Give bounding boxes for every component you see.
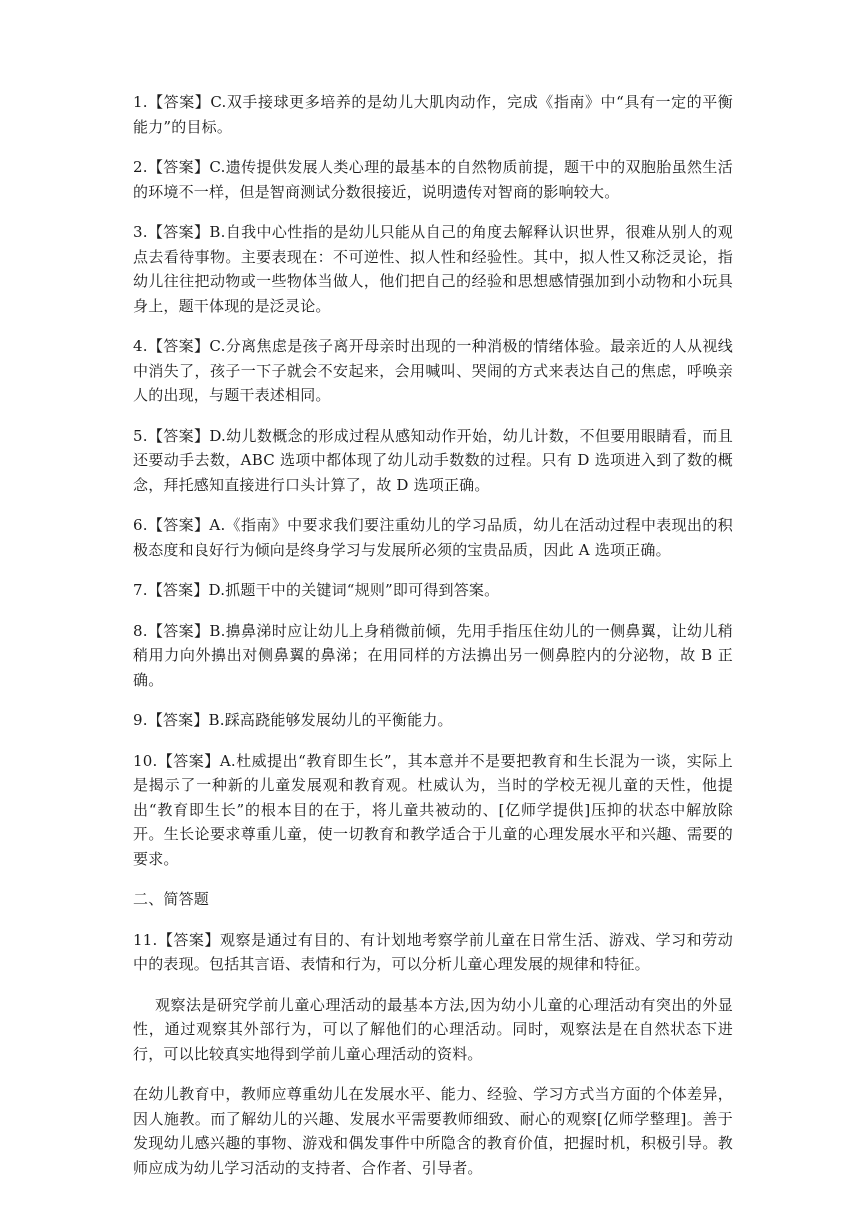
- answer-tag: 【答案】: [147, 158, 210, 176]
- answer-tag: 【答案】: [147, 516, 210, 534]
- answer-number: 2.: [133, 158, 148, 176]
- answer-item: [133, 513, 733, 562]
- answer-item: [133, 220, 733, 318]
- answer-paragraph: 观察法是研究学前儿童心理活动的最基本方法,因为幼小儿童的心理活动有突出的外显性，通过观察其外部行为，可以了解他们的心理活动。同时，观察法是在自然状态下进行，可以比较真实地得到学前儿童心理活动的资料。: [133, 995, 733, 1063]
- answer-text: D.幼儿数概念的形成过程从感知动作开始，幼儿计数，不但要用眼睛看，而且还要动手去数，ABC 选项中都体现了幼儿动手数数的过程。只有 D 选项进入到了数的概念，拜托感知直接进行口头计算了，故 D 选项正确。: [133, 426, 733, 494]
- answer-item: [133, 749, 733, 872]
- answer-item: [133, 708, 733, 733]
- answer-tag: 【答案】: [147, 93, 211, 111]
- document-page: [133, 90, 733, 1196]
- answer-number: 4.: [133, 337, 148, 355]
- answer-text: B.自我中心性指的是幼儿只能从自己的角度去解释认识世界，很难从别人的观点去看待事物。主要表现在：不可逆性、拟人性和经验性。其中，拟人性又称泛灵论，指幼儿往往把动物或一些物体当做人，他们把自己的经验和思想感情强加到小动物和小玩具身上，题干体现的是泛灵论。: [133, 223, 733, 315]
- section-heading: 二、简答题: [133, 890, 210, 908]
- answer-text: 观察是通过有目的、有计划地考察学前儿童在日常生活、游戏、学习和劳动中的表现。包括其言语、表情和行为，可以分析儿童心理发展的规律和特征。: [133, 930, 733, 973]
- answer-tag: 【答案】: [147, 337, 210, 355]
- answer-tag: 【答案】: [147, 426, 210, 445]
- answer-number: 3.: [133, 223, 148, 241]
- answer-tag: 【答案】: [147, 711, 209, 729]
- answer-item: [133, 424, 733, 498]
- answer-item: [133, 90, 733, 139]
- answer-text: B.踩高跷能够发展幼儿的平衡能力。: [208, 711, 453, 729]
- answer-tag: 【答案】: [157, 751, 220, 770]
- answer-item: [133, 578, 733, 603]
- answer-number: 6.: [133, 516, 148, 534]
- answer-text: D.抓题干中的关键词“规则”即可得到答案。: [208, 581, 500, 599]
- answer-text: A.《指南》中要求我们要注重幼儿的学习品质，幼儿在活动过程中表现出的积极态度和良好行为倾向是终身学习与发展所必须的宝贵品质，因此 A 选项正确。: [133, 516, 733, 559]
- answers-list: [133, 90, 733, 871]
- answer-item: [133, 928, 733, 977]
- answer-number: 7.: [133, 581, 148, 599]
- answer-text: B.擤鼻涕时应让幼儿上身稍微前倾，先用手指压住幼儿的一侧鼻翼，让幼儿稍稍用力向外擤出对侧鼻翼的鼻涕；在用同样的方法擤出另一侧鼻腔内的分泌物，故 B 正确。: [133, 621, 733, 689]
- answer-text: C.遗传提供发展人类心理的最基本的自然物质前提，题干中的双胞胎虽然生活的环境不一样，但是智商测试分数很接近，说明遗传对智商的影响较大。: [133, 158, 733, 201]
- answer-text: A.杜威提出“教育即生长”，其本意并不是要把教育和生长混为一谈，实际上是揭示了一种新的儿童发展观和教育观。杜威认为，当时的学校无视儿童的天性，他提出“教育即生长”的根本目的在于，将儿童共被动的、[亿师学提供]压抑的状态中解放除开。生长论要求尊重儿童，使一切教育和教学适合于儿童的心理发展水平和兴趣、需要的要求。: [133, 751, 733, 868]
- answer-text: C.双手接球更多培养的是幼儿大肌肉动作，完成《指南》中“具有一定的平衡能力”的目标。: [133, 93, 733, 136]
- answer-item: [133, 619, 733, 693]
- answer-number: 9.: [133, 711, 148, 729]
- answer-number: 10.: [133, 751, 158, 770]
- answer-item: [133, 155, 733, 204]
- answer-tag: 【答案】: [157, 930, 221, 949]
- answer-item: [133, 334, 733, 408]
- answer-tag: 【答案】: [147, 621, 210, 640]
- answer-number: 11.: [133, 930, 158, 949]
- answer-text: C.分离焦虑是孩子离开母亲时出现的一种消极的情绪体验。最亲近的人从视线中消失了，孩子一下子就会不安起来，会用喊叫、哭闹的方式来表达自己的焦虑，呼唤亲人的出现，与题干表述相同。: [133, 337, 733, 404]
- answer-paragraph: 在幼儿教育中，教师应尊重幼儿在发展水平、能力、经验、学习方式当方面的个体差异，因人施教。而了解幼儿的兴趣、发展水平需要教师细致、耐心的观察[亿师学整理]。善于发现幼儿感兴趣的事物、游戏和偶发事件中所隐含的教育价值，把握时机，积极引导。教师应成为幼儿学习活动的支持者、合作者、引导者。: [133, 1085, 733, 1177]
- answer-number: 5.: [133, 426, 148, 445]
- answer-number: 8.: [133, 621, 148, 640]
- answer-number: 1.: [133, 93, 148, 111]
- answer-tag: 【答案】: [147, 223, 210, 241]
- answer-tag: 【答案】: [147, 581, 209, 599]
